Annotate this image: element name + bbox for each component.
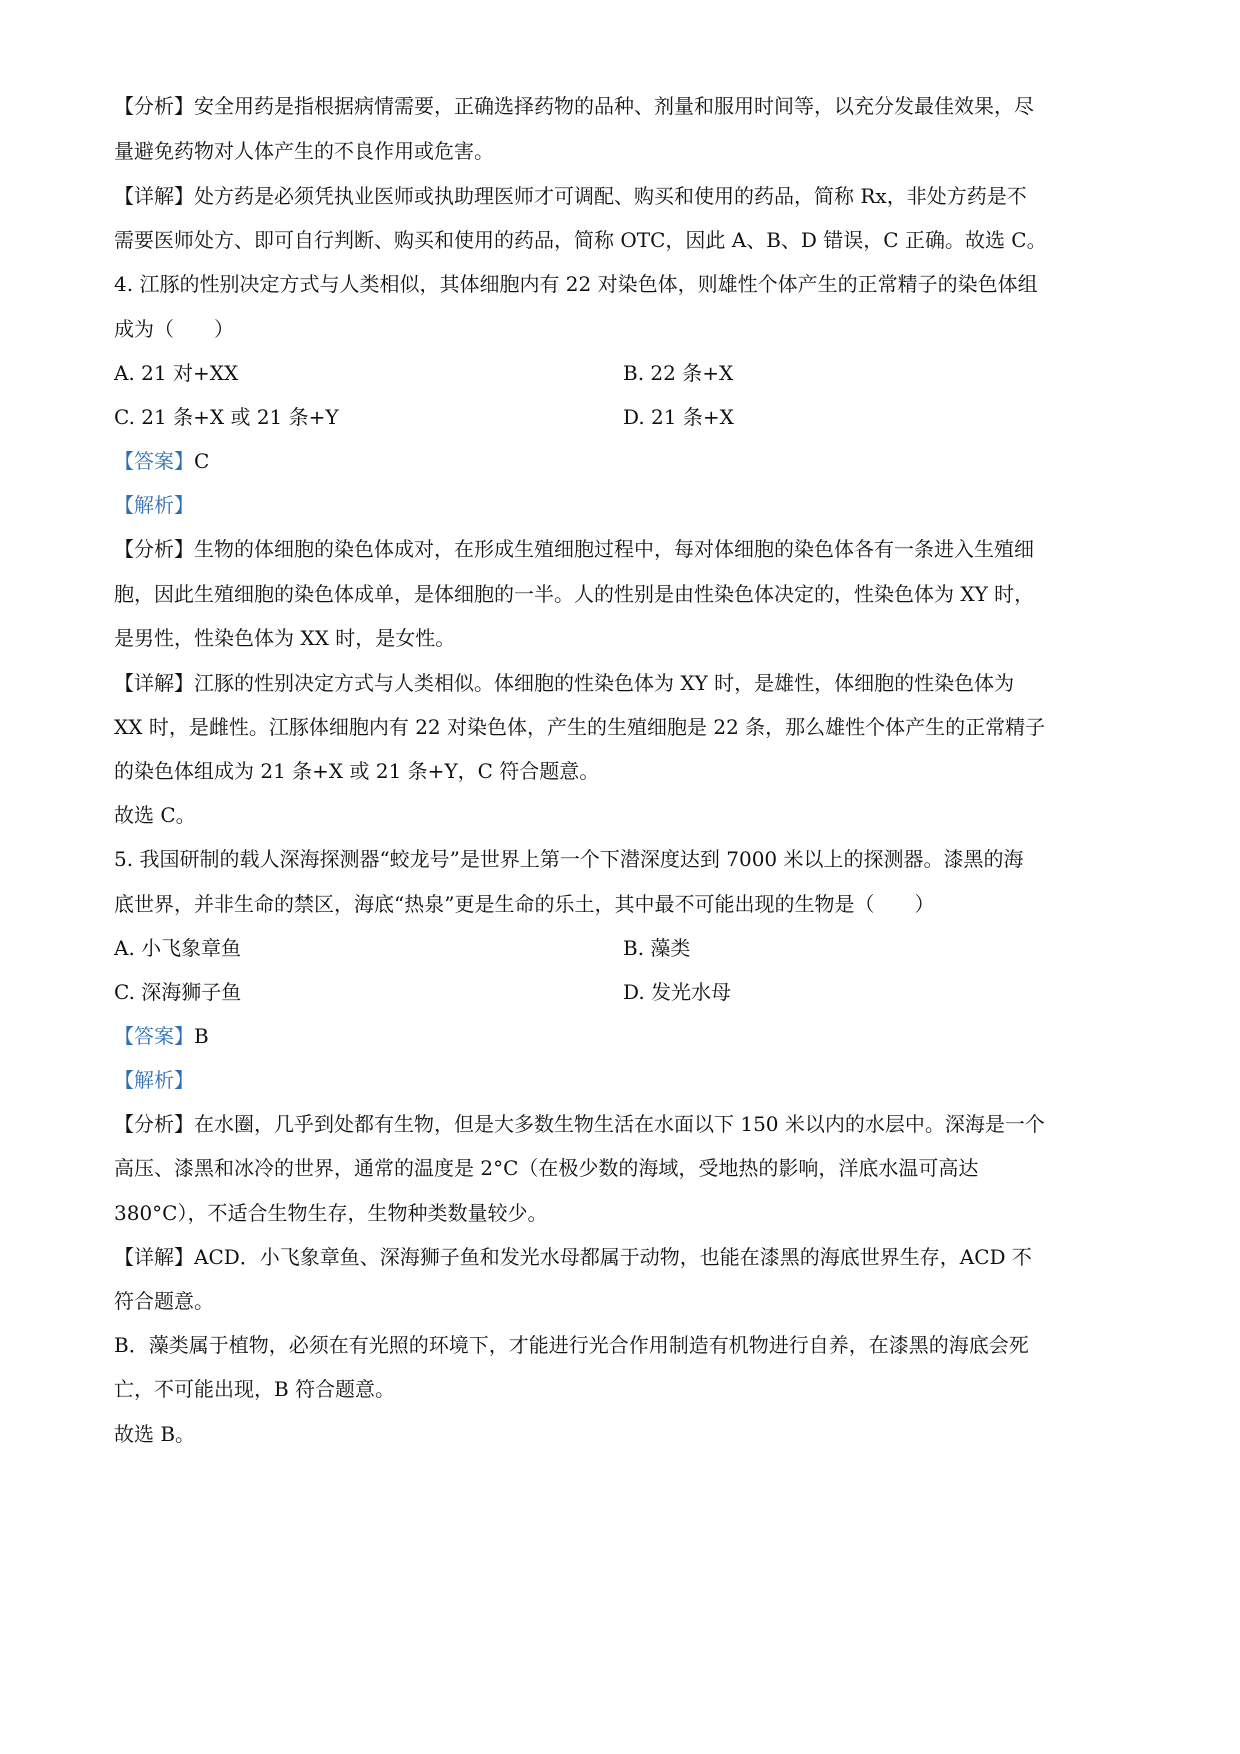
q5-stem-line-1: 5. 我国研制的载人深海探测器“蛟龙号”是世界上第一个下潜深度达到 7000 米以上的探测器。漆黑的海 [114,847,1024,871]
q5-option-a: A. 小飞象章鱼 [114,936,242,960]
q5-answer-label: 【答案】 [114,1024,194,1048]
q4-analysis-line-1: 【分析】生物的体细胞的染色体成对，在形成生殖细胞过程中，每对体细胞的染色体各有一条进入生殖细 [114,537,1034,561]
q4-stem-line-1: 4. 江豚的性别决定方式与人类相似，其体细胞内有 22 对染色体，则雄性个体产生的正常精子的染色体组 [114,272,1038,296]
q4-answer-label: 【答案】 [114,449,194,473]
q5-option-b: B. 藻类 [623,936,691,960]
q5-answer-value: B [194,1024,209,1048]
q5-detail-line-3: B．藻类属于植物，必须在有光照的环境下，才能进行光合作用制造有机物进行自养，在漆黑的海底会死 [114,1333,1029,1357]
q5-jiexi-label: 【解析】 [114,1068,194,1092]
q4-option-a: A. 21 对+XX [114,361,239,385]
q4-detail-line-3: 的染色体组成为 21 条+X 或 21 条+Y，C 符合题意。 [114,759,600,783]
q5-detail-line-4: 亡，不可能出现，B 符合题意。 [114,1377,396,1401]
q5-analysis-line-1: 【分析】在水圈，几乎到处都有生物，但是大多数生物生活在水面以下 150 米以内的水层中。深海是一个 [114,1112,1045,1136]
q5-analysis-line-3: 380°C），不适合生物生存，生物种类数量较少。 [114,1201,548,1225]
q3-analysis-line-2: 量避免药物对人体产生的不良作用或危害。 [114,139,494,163]
q4-answer-value: C [194,449,210,473]
q4-conclusion: 故选 C。 [114,803,196,827]
q5-option-d: D. 发光水母 [623,980,732,1004]
q5-detail-line-2: 符合题意。 [114,1289,214,1313]
q4-jiexi-label: 【解析】 [114,493,194,517]
q5-conclusion: 故选 B。 [114,1422,196,1446]
q5-option-c: C. 深海狮子鱼 [114,980,242,1004]
q5-stem-line-2: 底世界，并非生命的禁区，海底“热泉”更是生命的乐土，其中最不可能出现的生物是（ ） [114,892,935,916]
q5-detail-line-1: 【详解】ACD．小飞象章鱼、深海狮子鱼和发光水母都属于动物，也能在漆黑的海底世界生存，ACD 不 [114,1245,1032,1269]
q4-answer [114,447,209,475]
q4-stem-line-2: 成为（ ） [114,317,234,341]
q4-analysis-line-2: 胞，因此生殖细胞的染色体成单，是体细胞的一半。人的性别是由性染色体决定的，性染色体为 XY 时， [114,582,1035,606]
q4-option-d: D. 21 条+X [623,405,734,429]
q5-analysis-line-2: 高压、漆黑和冰冷的世界，通常的温度是 2°C（在极少数的海域，受地热的影响，洋底水温可高达 [114,1156,979,1180]
q4-option-c: C. 21 条+X 或 21 条+Y [114,405,339,429]
q3-detail-line-2: 需要医师处方、即可自行判断、购买和使用的药品，简称 OTC，因此 A、B、D 错误，C 正确。故选 C。 [114,228,1047,252]
q4-option-b: B. 22 条+X [623,361,734,385]
q5-answer [114,1022,209,1050]
q3-detail-line-1: 【详解】处方药是必须凭执业医师或执助理医师才可调配、购买和使用的药品，简称 Rx，非处方药是不 [114,184,1027,208]
q4-detail-line-1: 【详解】江豚的性别决定方式与人类相似。体细胞的性染色体为 XY 时，是雄性，体细胞的性染色体为 [114,671,1015,695]
q4-analysis-line-3: 是男性，性染色体为 XX 时，是女性。 [114,626,456,650]
q4-detail-line-2: XX 时，是雌性。江豚体细胞内有 22 对染色体，产生的生殖细胞是 22 条，那么雄性个体产生的正常精子 [114,715,1046,739]
q3-analysis-line-1: 【分析】安全用药是指根据病情需要，正确选择药物的品种、剂量和服用时间等，以充分发最佳效果，尽 [114,94,1034,118]
